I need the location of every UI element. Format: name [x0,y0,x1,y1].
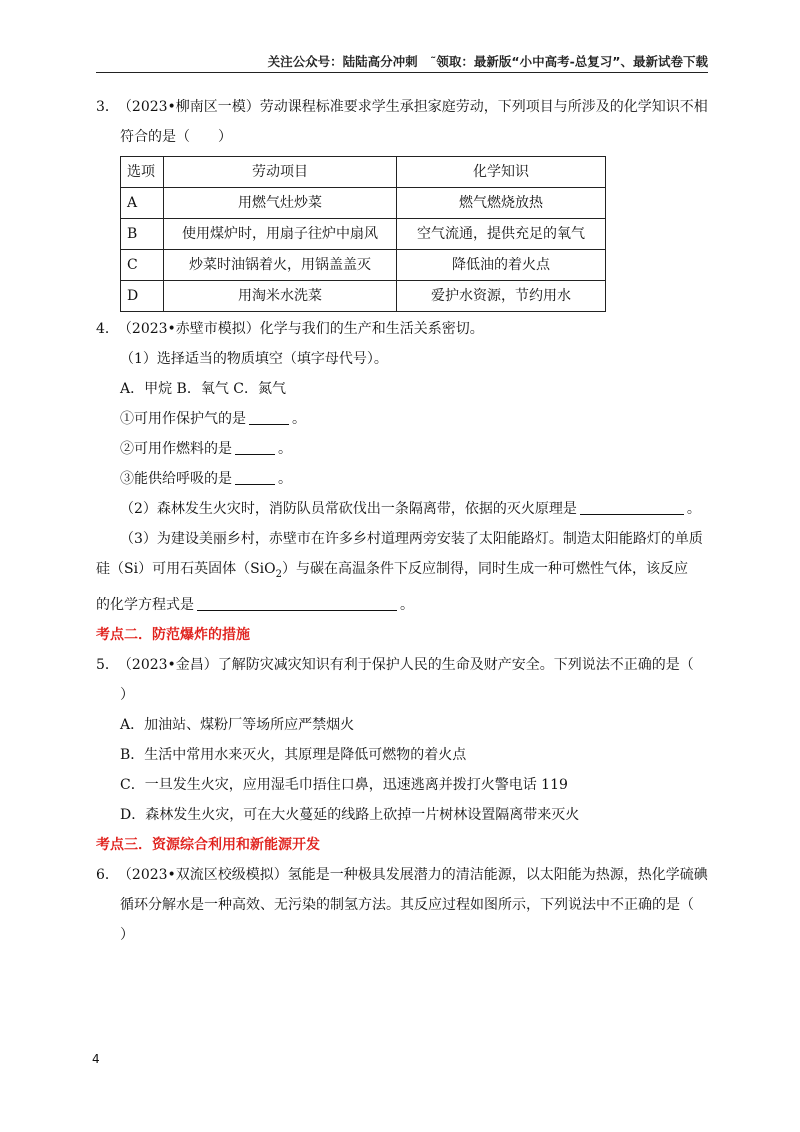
q4-part2 [96,494,708,524]
q5-option-a: A．加油站、煤粉厂等场所应严禁烟火 [120,716,355,733]
table-row [121,219,606,250]
page-content [96,92,708,950]
table-header-cell: 化学知识 [397,157,606,188]
answer-blank[interactable] [197,594,397,611]
q5-option-d: D．森林发生火灾，可在大火蔓延的线路上砍掉一片树林设置隔离带来灭火 [120,806,580,823]
q4-part3-period: 。 [400,596,414,613]
q4-sub2-text: ②可用作燃料的是 [120,441,232,457]
table-cell: 用淘米水洗菜 [164,281,397,312]
table-cell: 爱护水资源，节约用水 [397,281,606,312]
q4-stem: （2023•赤壁市模拟）化学与我们的生产和生活关系密切。 [124,321,484,337]
section-heading: 考点二．防范爆炸的措施 [96,626,250,643]
page-header: 关注公众号：陆陆高分冲刺 ˜领取：最新版“小中高考-总复习”、最新试卷下载 [267,54,708,69]
answer-blank[interactable] [235,438,275,455]
q5-line2: ） [120,686,134,703]
q4-sub2 [96,434,708,464]
table-cell: 炒菜时油锅着火，用锅盖盖灭 [164,250,397,281]
q3-stem: （2023•柳南区一模）劳动课程标准要求学生承担家庭劳动，下列项目与所涉及的化学知识不相 [124,99,708,115]
q3-number: 3． [96,99,119,115]
page-number: 4 [92,1052,100,1066]
table-cell: D [121,281,164,312]
q4-sub3-text: ③能供给呼吸的是 [120,471,232,487]
answer-blank[interactable] [580,498,684,515]
table-row [121,188,606,219]
table-cell: 降低油的着火点 [397,250,606,281]
q4-part2-period: 。 [686,501,701,517]
table-cell: 空气流通，提供充足的氧气 [397,219,606,250]
table-row [121,281,606,312]
q6-line1 [96,860,708,890]
q4-sub3 [96,464,708,494]
q5-option-b: B．生活中常用水来灭火，其原理是降低可燃物的着火点 [120,746,467,763]
q6-number: 6． [96,866,119,883]
table-cell: B [121,219,164,250]
q4-sub1-period: 。 [292,411,306,427]
q5-number: 5． [96,656,119,673]
q3-line2: 符合的是（ ） [120,129,232,145]
q6-stem: （2023•双流区校级模拟）氢能是一种极具发展潜力的清洁能源，以太阳能为热源，热化学硫碘 [124,866,708,883]
q4-part2-text: （2）森林发生火灾时，消防队员常砍伐出一条隔离带，依据的灭火原理是 [120,501,577,517]
table-cell: C [121,250,164,281]
q4-sub1 [96,404,708,434]
table-cell: A [121,188,164,219]
q5-option-c: C．一旦发生火灾，应用湿毛巾捂住口鼻，迅速逃离并拨打火警电话 119 [120,776,568,793]
q4-part3-line3 [96,590,708,620]
q3-line1 [96,92,708,122]
table-cell: 用燃气灶炒菜 [164,188,397,219]
q4-line1 [96,314,708,344]
subscript: 2 [275,568,282,580]
q4-sub2-period: 。 [278,441,292,457]
q4-part3-text-c: 的化学方程式是 [96,596,194,613]
q5-stem: （2023•金昌）了解防灾减灾知识有利于保护人民的生命及财产安全。下列说法不正确的是（ [124,656,694,673]
table-cell: 使用煤炉时，用扇子往炉中扇风 [164,219,397,250]
q4-sub3-period: 。 [278,471,292,487]
header-divider [96,72,708,73]
q4-options: A．甲烷 B．氧气 C．氮气 [120,381,287,397]
q4-part3-line1: （3）为建设美丽乡村，赤壁市在许多乡村道理两旁安装了太阳能路灯。制造太阳能路灯的单质 [120,531,703,547]
answer-blank[interactable] [249,408,289,425]
q3-table [120,156,606,312]
answer-blank[interactable] [235,468,275,485]
q4-sub1-text: ①可用作保护气的是 [120,411,246,427]
table-row [121,250,606,281]
q6-line2: 循环分解水是一种高效、无污染的制氢方法。其反应过程如图所示，下列说法中不正确的是（ [120,896,694,913]
q4-part3-text-a: 硅（Si）可用石英固体（SiO [96,561,276,577]
q5-line1 [96,650,708,680]
table-header-cell: 选项 [121,157,164,188]
table-header-row [121,157,606,188]
q6-line3: ） [120,926,134,943]
section-heading: 考点三．资源综合利用和新能源开发 [96,836,320,853]
q4-part3-line2 [96,554,708,590]
q4-part1: （1）选择适当的物质填空（填字母代号）。 [120,351,388,367]
table-cell: 燃气燃烧放热 [397,188,606,219]
table-header-cell: 劳动项目 [164,157,397,188]
q4-number: 4． [96,321,119,337]
q4-part3-text-b: ）与碳在高温条件下反应制得，同时生成一种可燃性气体，该反应 [282,561,688,577]
